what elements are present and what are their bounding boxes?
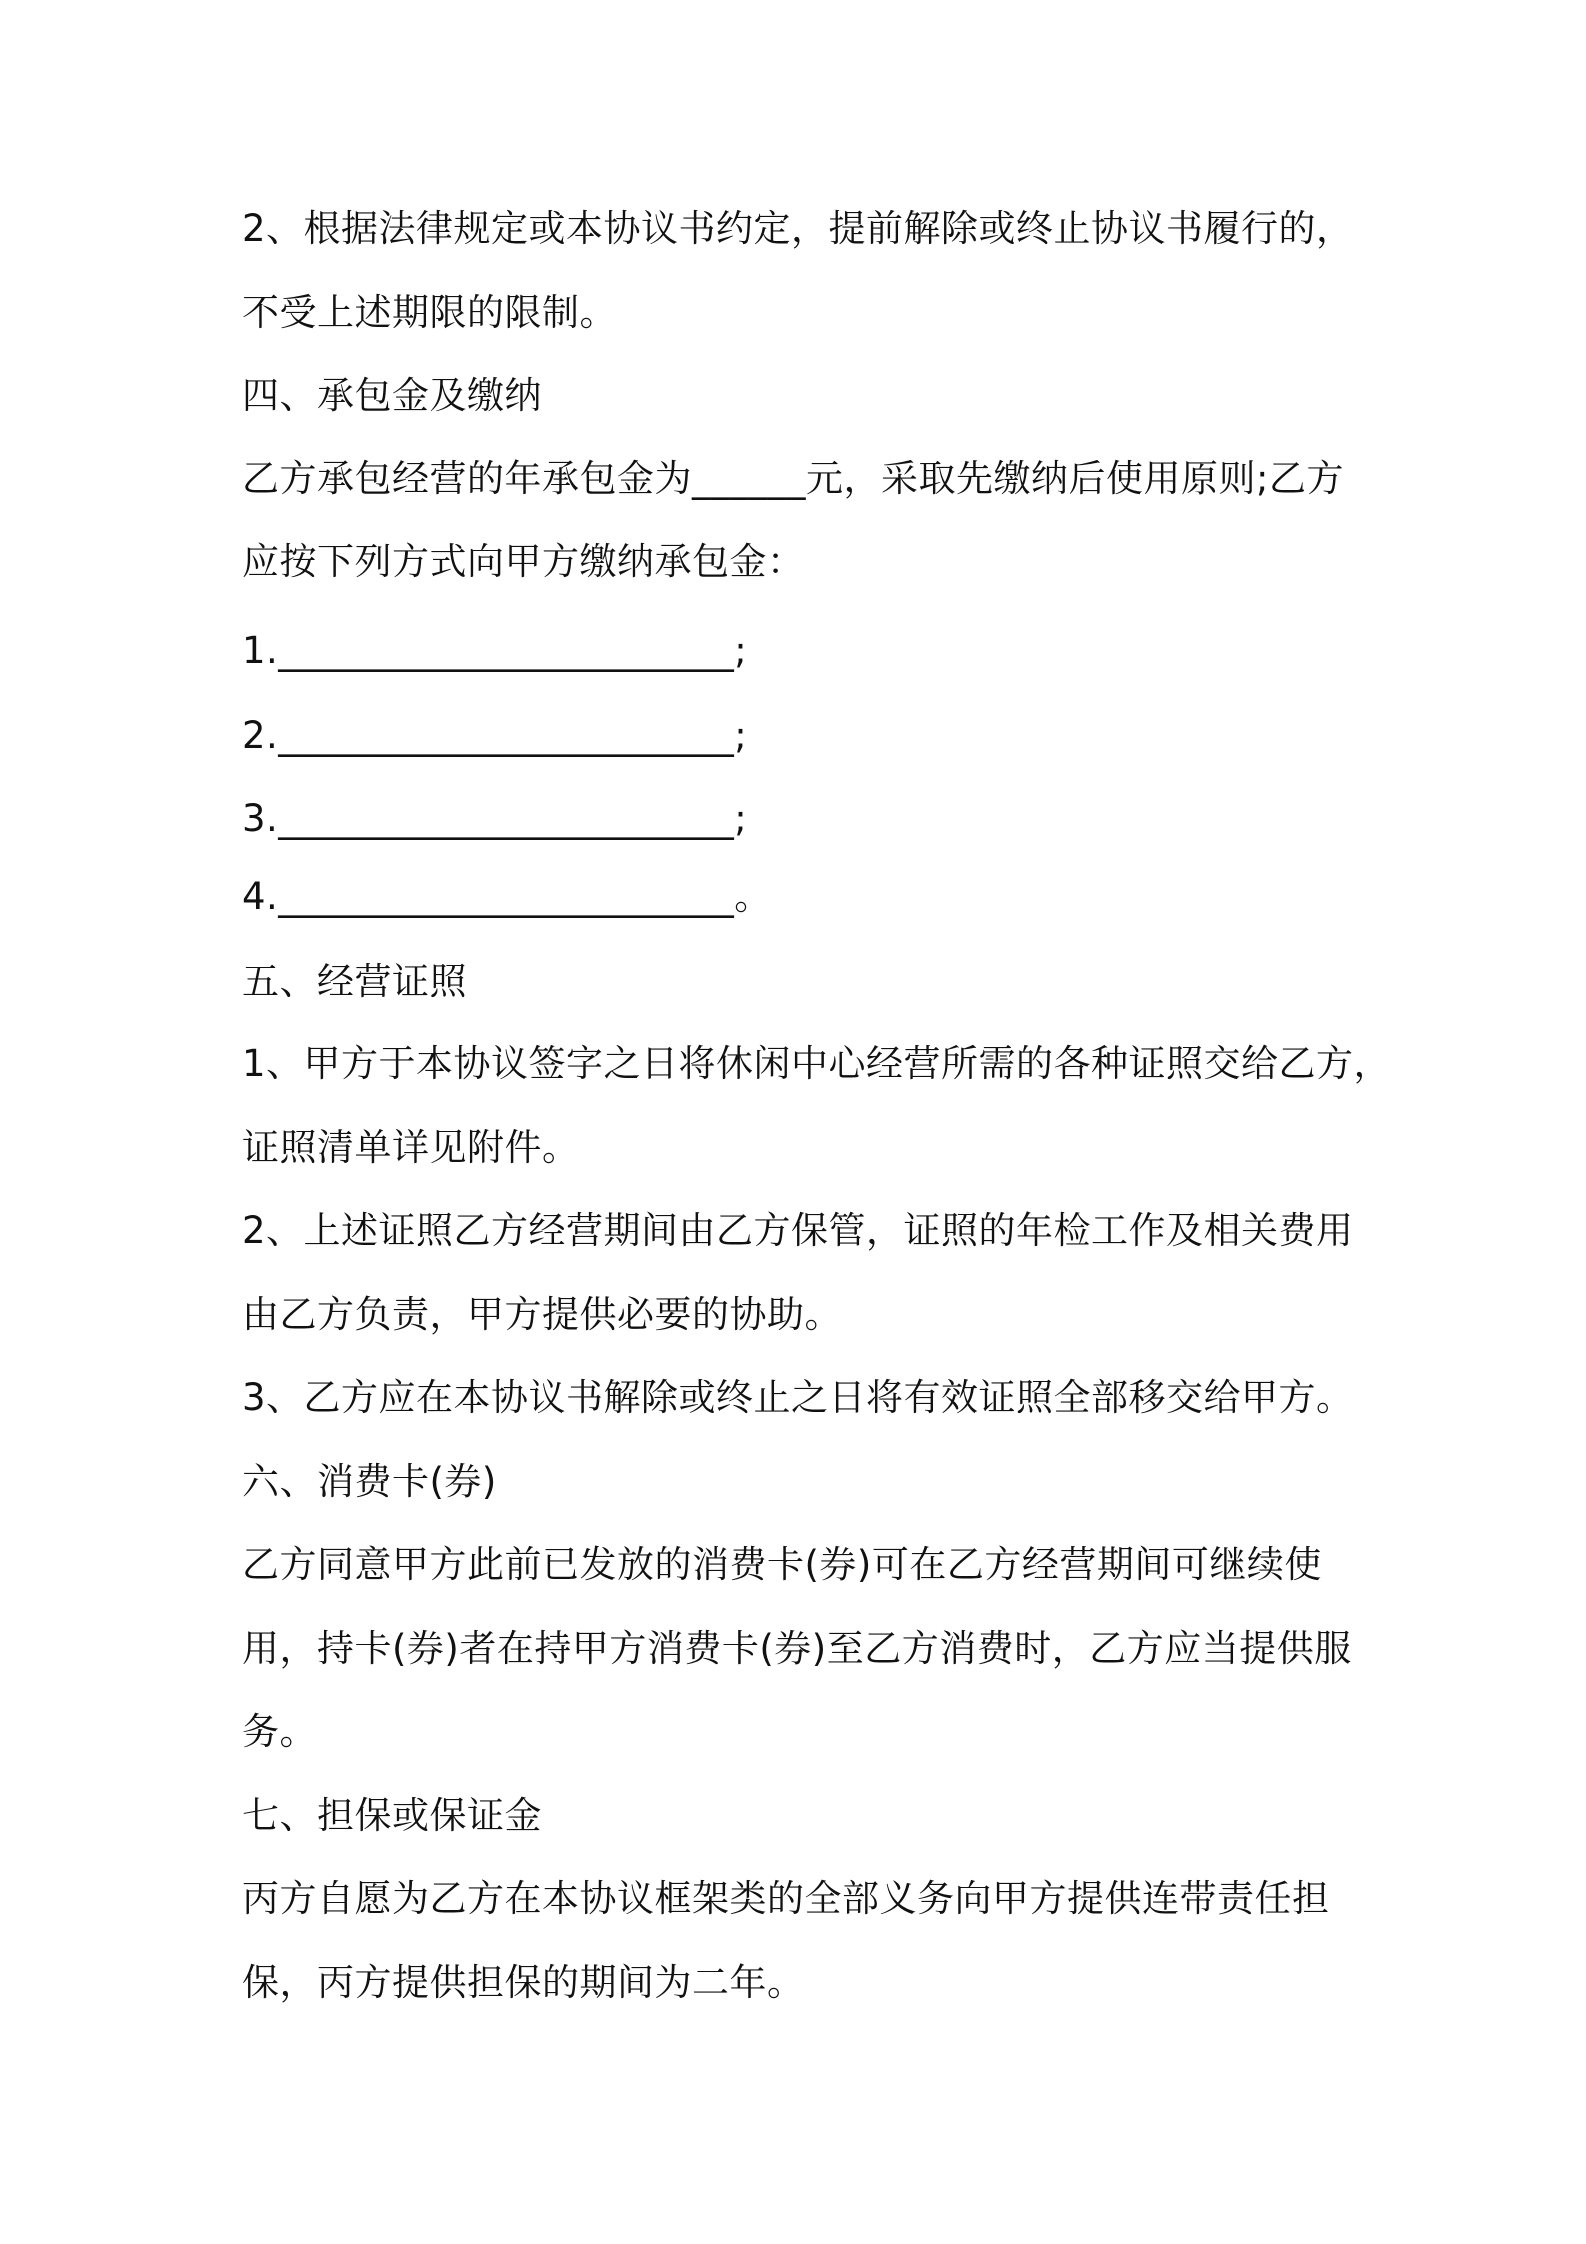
section-5-heading: 五、经营证照: [242, 960, 467, 1003]
payment-item-4: 4.________________________。: [242, 875, 772, 918]
clause-5-2-line-2: 由乙方负责，甲方提供必要的协助。: [242, 1293, 842, 1336]
payment-item-3: 3.________________________;: [242, 797, 748, 840]
section-7-heading: 七、担保或保证金: [242, 1794, 542, 1837]
section-6-para-line-3: 务。: [242, 1710, 317, 1753]
section-6-para-line-2: 用，持卡(券)者在持甲方消费卡(券)至乙方消费时，乙方应当提供服: [242, 1627, 1352, 1670]
section-7-para-line-2: 保，丙方提供担保的期间为二年。: [242, 1961, 805, 2004]
payment-item-2: 2.________________________;: [242, 714, 748, 757]
clause-5-1-line-2: 证照清单详见附件。: [242, 1126, 580, 1169]
payment-item-1: 1.________________________;: [242, 629, 748, 672]
clause-5-1-line-1: 1、甲方于本协议签字之日将休闲中心经营所需的各种证照交给乙方，: [242, 1042, 1392, 1085]
section-6-heading: 六、消费卡(券): [242, 1460, 497, 1503]
section-7-para-line-1: 丙方自愿为乙方在本协议框架类的全部义务向甲方提供连带责任担: [242, 1877, 1330, 1920]
clause-5-3: 3、乙方应在本协议书解除或终止之日将有效证照全部移交给甲方。: [242, 1376, 1354, 1419]
section-4-para-line-2: 应按下列方式向甲方缴纳承包金：: [242, 540, 805, 583]
clause-3-2-line-1: 2、根据法律规定或本协议书约定，提前解除或终止协议书履行的，: [242, 207, 1354, 250]
clause-5-2-line-1: 2、上述证照乙方经营期间由乙方保管，证照的年检工作及相关费用: [242, 1209, 1354, 1252]
section-4-heading: 四、承包金及缴纳: [242, 374, 542, 417]
section-6-para-line-1: 乙方同意甲方此前已发放的消费卡(券)可在乙方经营期间可继续使: [242, 1543, 1322, 1586]
section-4-para-line-1: 乙方承包经营的年承包金为______元，采取先缴纳后使用原则;乙方: [242, 457, 1344, 500]
clause-3-2-line-2: 不受上述期限的限制。: [242, 291, 617, 334]
